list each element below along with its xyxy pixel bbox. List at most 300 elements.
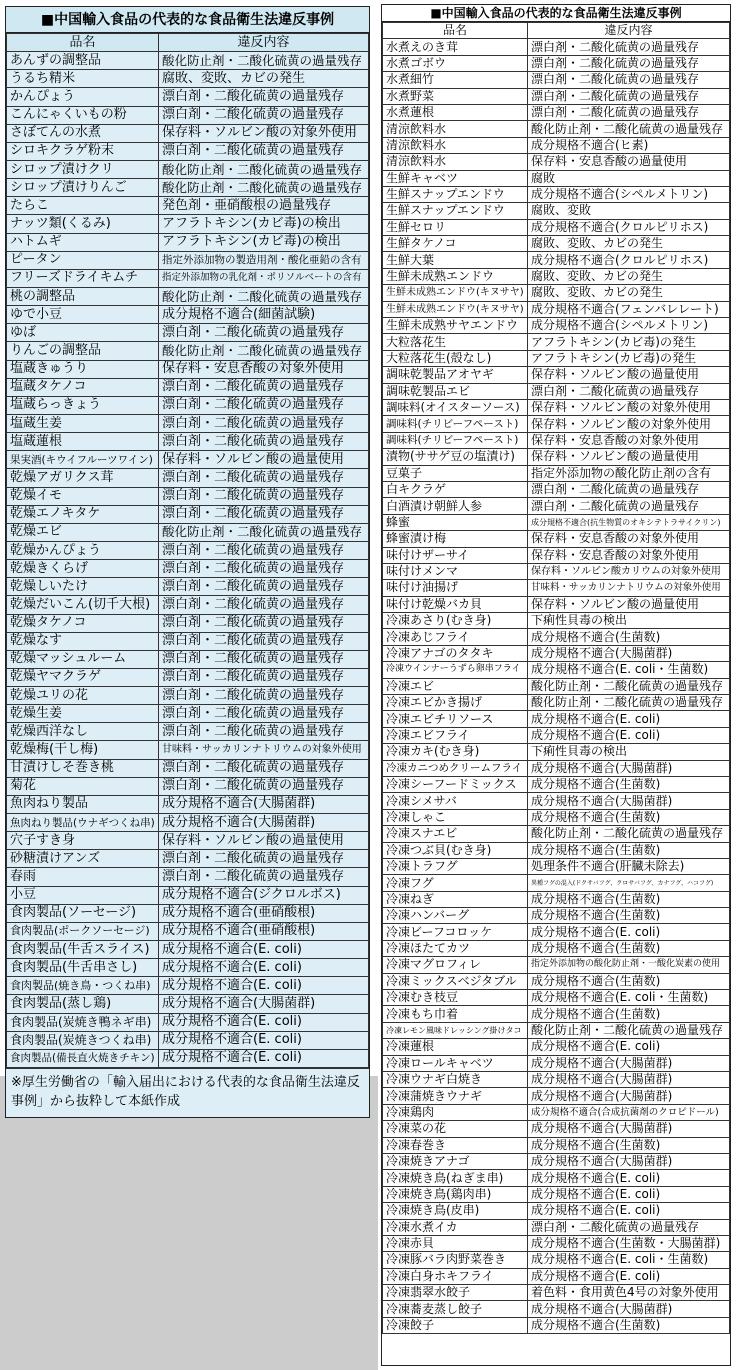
violation-cell: 保存料・ソルビン酸の対象外使用 <box>159 124 369 142</box>
violation-cell: 腐敗、変敗 <box>528 203 730 219</box>
violation-cell: 成分規格不適合(クロルピリホス) <box>528 219 730 235</box>
table-row <box>7 1031 369 1049</box>
table-row <box>7 741 369 759</box>
product-name-cell: うるち精米 <box>7 70 159 88</box>
product-name-cell: あんずの調整品 <box>7 52 159 70</box>
product-name-cell: 冷凍赤貝 <box>383 1235 528 1251</box>
product-name-cell: 冷凍白身ホキフライ <box>383 1268 528 1284</box>
product-name-cell: フリーズドライキムチ <box>7 269 159 287</box>
violation-cell: 指定外添加物の乳化剤・ポリソルベートの含有 <box>159 269 369 287</box>
violation-cell: 成分規格不適合(シペルメトリン) <box>528 318 730 334</box>
product-name-cell: 春雨 <box>7 868 159 886</box>
product-name-cell: 魚肉ねり製品 <box>7 795 159 813</box>
product-name-cell: 冷凍スナエビ <box>383 826 528 842</box>
product-name-cell: 冷凍つぶ貝(むき身) <box>383 842 528 858</box>
product-name-cell: 冷凍蓮根 <box>383 1039 528 1055</box>
product-name-cell: 水煮野菜 <box>383 88 528 104</box>
product-name-cell: 生鮮未成熟サヤエンドウ <box>383 318 528 334</box>
table-row <box>383 334 730 350</box>
violation-cell: 成分規格不適合(生菌数) <box>528 842 730 858</box>
violation-cell: 成分規格不適合(合成抗菌剤のクロピドール) <box>528 1104 730 1120</box>
product-name-cell: 砂糖漬けアンズ <box>7 850 159 868</box>
table-row <box>383 104 730 120</box>
violation-cell: 成分規格不適合(抗生物質のオキシテトラサイクリン) <box>528 514 730 530</box>
table-row <box>7 541 369 559</box>
product-name-cell: 食肉製品(炭焼きつくね串) <box>7 1031 159 1049</box>
violation-cell: 成分規格不適合(細菌試験) <box>159 306 369 324</box>
product-name-cell: 冷凍エビフライ <box>383 727 528 743</box>
table-row <box>383 1006 730 1022</box>
product-name-cell: 冷凍しゃこ <box>383 809 528 825</box>
violation-cell: 成分規格不適合(クロルピリホス) <box>528 252 730 268</box>
product-name-cell: シロップ漬けりんご <box>7 179 159 197</box>
violation-cell: 成分規格不適合(大腸菌群) <box>528 1088 730 1104</box>
violation-cell: 成分規格不適合(E. coli・生菌数) <box>528 1252 730 1268</box>
violation-cell: 漂白剤・二酸化硫黄の過量残存 <box>159 777 369 795</box>
table-row <box>383 1022 730 1038</box>
product-name-cell: ピータン <box>7 251 159 269</box>
table-row <box>383 1203 730 1219</box>
table-row <box>7 433 369 451</box>
product-name-cell: 味付け油揚げ <box>383 580 528 596</box>
violation-cell: 保存料・安息香酸の過量使用 <box>528 154 730 170</box>
violation-cell: 漂白剤・二酸化硫黄の過量残存 <box>528 1219 730 1235</box>
violation-cell: 漂白剤・二酸化硫黄の過量残存 <box>159 560 369 578</box>
product-name-cell: 白酒漬け朝鮮人参 <box>383 498 528 514</box>
table-row <box>383 498 730 514</box>
violation-cell: 成分規格不適合(大腸菌群) <box>528 793 730 809</box>
violation-cell: 成分規格不適合(ヒ素) <box>528 137 730 153</box>
product-name-cell: りんごの調整品 <box>7 342 159 360</box>
product-name-cell: 冷凍もち巾着 <box>383 1006 528 1022</box>
table-row <box>383 514 730 530</box>
table-row <box>383 219 730 235</box>
product-name-cell: 冷凍菜の花 <box>383 1121 528 1137</box>
violation-cell: 保存料・ソルビン酸カリウムの対象外使用 <box>528 563 730 579</box>
table-row <box>7 523 369 541</box>
col-header-violation: 違反内容 <box>528 23 730 39</box>
table-row <box>383 629 730 645</box>
product-name-cell: 乾燥エノキタケ <box>7 505 159 523</box>
right-table-panel <box>381 4 731 1366</box>
product-name-cell: 冷凍ミックスベジタブル <box>383 973 528 989</box>
table-row <box>7 687 369 705</box>
product-name-cell: 塩蔵きゅうり <box>7 360 159 378</box>
product-name-cell: 冷凍春巻き <box>383 1137 528 1153</box>
violation-cell: 漂白剤・二酸化硫黄の過量残存 <box>159 668 369 686</box>
table-row <box>383 678 730 694</box>
product-name-cell: 調味料(チリビーフペースト) <box>383 416 528 432</box>
table-row <box>383 170 730 186</box>
product-name-cell: 乾燥イモ <box>7 487 159 505</box>
product-name-cell: 冷凍エビかき揚げ <box>383 695 528 711</box>
violation-cell: 酸化防止剤・二酸化硫黄の過量残存 <box>159 160 369 178</box>
violation-cell: 成分規格不適合(亜硝酸根) <box>159 922 369 940</box>
table-row <box>383 531 730 547</box>
table-row <box>383 203 730 219</box>
product-name-cell: 桃の調整品 <box>7 287 159 305</box>
table-row <box>7 215 369 233</box>
product-name-cell: 生鮮キャベツ <box>383 170 528 186</box>
violation-cell: 成分規格不適合(生菌数) <box>528 908 730 924</box>
product-name-cell: 冷凍むき枝豆 <box>383 990 528 1006</box>
violation-cell: 漂白剤・二酸化硫黄の過量残存 <box>159 868 369 886</box>
violation-cell: 成分規格不適合(大腸菌群) <box>528 1301 730 1317</box>
product-name-cell: 食肉製品(牛舌スライス) <box>7 941 159 959</box>
product-name-cell: 冷凍カニつめクリームフライ <box>383 760 528 776</box>
violation-cell: 漂白剤・二酸化硫黄の過量残存 <box>528 383 730 399</box>
table-row <box>383 154 730 170</box>
table-row <box>383 875 730 891</box>
table-row <box>7 487 369 505</box>
violation-cell: 漂白剤・二酸化硫黄の過量残存 <box>159 723 369 741</box>
product-name-cell: かんぴょう <box>7 88 159 106</box>
violation-cell: 成分規格不適合(E. coli) <box>528 711 730 727</box>
violation-cell: 保存料・安息香酸の対象外使用 <box>528 432 730 448</box>
violation-cell: 酸化防止剤・二酸化硫黄の過量残存 <box>528 826 730 842</box>
table-row <box>383 580 730 596</box>
violation-cell: 漂白剤・二酸化硫黄の過量残存 <box>528 39 730 55</box>
table-row <box>383 695 730 711</box>
product-name-cell: 冷凍豚バラ肉野菜巻き <box>383 1252 528 1268</box>
violation-cell: 成分規格不適合(生菌数) <box>528 809 730 825</box>
violation-cell: 成分規格不適合(大腸菌群) <box>528 1153 730 1169</box>
violation-cell: 成分規格不適合(E. coli) <box>528 1203 730 1219</box>
violation-cell: 成分規格不適合(大腸菌群) <box>159 795 369 813</box>
violation-cell: 保存料・ソルビン酸の過量使用 <box>528 367 730 383</box>
product-name-cell: 乾燥アガリクス茸 <box>7 469 159 487</box>
violation-cell: 指定外添加物の酸化防止剤の含有 <box>528 465 730 481</box>
table-row <box>7 324 369 342</box>
violation-cell: 保存料・ソルビン酸の過量使用 <box>528 449 730 465</box>
product-name-cell: 生鮮セロリ <box>383 219 528 235</box>
table-row <box>383 55 730 71</box>
product-name-cell: さぼてんの水煮 <box>7 124 159 142</box>
table-row <box>7 396 369 414</box>
violation-cell: 成分規格不適合(シペルメトリン) <box>528 186 730 202</box>
product-name-cell: 冷凍ほたてカツ <box>383 940 528 956</box>
violation-cell: 成分規格不適合(生菌数・大腸菌群) <box>528 1235 730 1251</box>
table-row <box>7 505 369 523</box>
table-row <box>383 809 730 825</box>
table-row <box>383 1219 730 1235</box>
violation-cell: 漂白剤・二酸化硫黄の過量残存 <box>159 614 369 632</box>
violation-cell: 漂白剤・二酸化硫黄の過量残存 <box>159 106 369 124</box>
table-row <box>7 868 369 886</box>
table-row <box>383 1137 730 1153</box>
product-name-cell: 甘漬けしそ巻き桃 <box>7 759 159 777</box>
violation-cell: 成分規格不適合(E. coli・生菌数) <box>528 662 730 678</box>
product-name-cell: 生鮮未成熟エンドウ(キヌサヤ) <box>383 301 528 317</box>
table-row <box>7 596 369 614</box>
violation-cell: 漂白剤・二酸化硫黄の過量残存 <box>528 104 730 120</box>
table-row <box>7 124 369 142</box>
violation-cell: 保存料・安息香酸の対象外使用 <box>528 547 730 563</box>
product-name-cell: 乾燥きくらげ <box>7 560 159 578</box>
violation-cell: 漂白剤・二酸化硫黄の過量残存 <box>159 487 369 505</box>
violation-cell: 成分規格不適合(E. coli) <box>159 977 369 995</box>
product-name-cell: ナッツ類(くるみ) <box>7 215 159 233</box>
violation-cell: 酸化防止剤・二酸化硫黄の過量残存 <box>528 678 730 694</box>
product-name-cell: 冷凍ウナギ白焼き <box>383 1072 528 1088</box>
product-name-cell: 水煮蓮根 <box>383 104 528 120</box>
product-name-cell: 清涼飲料水 <box>383 137 528 153</box>
product-name-cell: ゆば <box>7 324 159 342</box>
violation-cell: 漂白剤・二酸化硫黄の過量残存 <box>528 88 730 104</box>
table-row <box>383 1039 730 1055</box>
violation-cell: 酸化防止剤・二酸化硫黄の過量残存 <box>159 287 369 305</box>
violation-cell: 酸化防止剤・二酸化硫黄の過量残存 <box>159 523 369 541</box>
table-row <box>7 287 369 305</box>
table-row <box>383 990 730 1006</box>
violation-cell: 漂白剤・二酸化硫黄の過量残存 <box>159 378 369 396</box>
product-name-cell: 冷凍蕎麦蒸し餃子 <box>383 1301 528 1317</box>
violation-cell: 成分規格不適合(生菌数) <box>528 973 730 989</box>
table-row <box>7 197 369 215</box>
violation-cell: 成分規格不適合(E. coli) <box>528 1170 730 1186</box>
violation-cell: 成分規格不適合(大腸菌群) <box>528 760 730 776</box>
violation-cell: 漂白剤・二酸化硫黄の過量残存 <box>159 396 369 414</box>
table-row <box>7 179 369 197</box>
violation-cell: 成分規格不適合(大腸菌群) <box>159 814 369 832</box>
product-name-cell: 塩蔵タケノコ <box>7 378 159 396</box>
violation-cell: 酸化防止剤・二酸化硫黄の過量残存 <box>528 121 730 137</box>
table-row <box>7 886 369 904</box>
product-name-cell: 味付けザーサイ <box>383 547 528 563</box>
product-name-cell: 冷凍シーフードミックス <box>383 776 528 792</box>
table-row <box>7 1049 369 1067</box>
table-row <box>383 1121 730 1137</box>
violation-cell: 漂白剤・二酸化硫黄の過量残存 <box>159 705 369 723</box>
table-row <box>383 596 730 612</box>
violation-cell: 成分規格不適合(E. coli) <box>528 727 730 743</box>
table-row <box>7 52 369 70</box>
product-name-cell: 食肉製品(焼き鳥・つくね串) <box>7 977 159 995</box>
violation-cell: アフラトキシン(カビ毒)の検出 <box>159 215 369 233</box>
product-name-cell: 味付けメンマ <box>383 563 528 579</box>
violation-cell: 漂白剤・二酸化硫黄の過量残存 <box>159 324 369 342</box>
table-row <box>383 1252 730 1268</box>
table-row <box>383 793 730 809</box>
table-row <box>7 306 369 324</box>
table-row <box>383 432 730 448</box>
table-row <box>383 645 730 661</box>
violation-cell: 漂白剤・二酸化硫黄の過量残存 <box>159 596 369 614</box>
table-row <box>7 360 369 378</box>
table-row <box>7 578 369 596</box>
product-name-cell: 冷凍アナゴのタタキ <box>383 645 528 661</box>
table-row <box>383 563 730 579</box>
product-name-cell: 調味乾製品エビ <box>383 383 528 399</box>
violation-cell: 成分規格不適合(生菌数) <box>528 1006 730 1022</box>
product-name-cell: 生鮮未成熟エンドウ(キヌサヤ) <box>383 285 528 301</box>
table-row <box>383 465 730 481</box>
table-row <box>7 723 369 741</box>
product-name-cell: 蜂蜜漬け梅 <box>383 531 528 547</box>
table-row <box>383 1317 730 1333</box>
table-row <box>383 760 730 776</box>
violation-cell: 成分規格不適合(フェンバレレート) <box>528 301 730 317</box>
product-name-cell: 冷凍ビーフコロッケ <box>383 924 528 940</box>
table-row <box>383 350 730 366</box>
table-row <box>7 650 369 668</box>
table-row <box>383 416 730 432</box>
product-name-cell: 冷凍あさり(むき身) <box>383 613 528 629</box>
violation-cell: 漂白剤・二酸化硫黄の過量残存 <box>159 541 369 559</box>
violation-cell: 漂白剤・二酸化硫黄の過量残存 <box>159 687 369 705</box>
product-name-cell: 乾燥西洋なし <box>7 723 159 741</box>
table-row <box>7 814 369 832</box>
table-row <box>383 1055 730 1071</box>
table-row <box>7 977 369 995</box>
violation-cell: 成分規格不適合(生菌数) <box>528 1137 730 1153</box>
product-name-cell: 乾燥だいこん(切千大根) <box>7 596 159 614</box>
product-name-cell: 調味乾製品アオヤギ <box>383 367 528 383</box>
table-row <box>7 160 369 178</box>
product-name-cell: 食肉製品(牛舌串さし) <box>7 959 159 977</box>
table-row <box>7 795 369 813</box>
violation-cell: 成分規格不適合(E. coli) <box>528 924 730 940</box>
table-row <box>7 705 369 723</box>
table-row <box>383 1088 730 1104</box>
table-row <box>383 973 730 989</box>
col-header-product: 品名 <box>7 34 159 52</box>
table-row <box>7 922 369 940</box>
product-name-cell: 乾燥生姜 <box>7 705 159 723</box>
product-name-cell: 乾燥エビ <box>7 523 159 541</box>
table-row <box>7 995 369 1013</box>
violation-cell: 異種フグの混入(ドクサバフグ、クロサバフグ、カナフグ、ハコフグ) <box>528 875 730 891</box>
violation-cell: 指定外添加物の製造用剤・酸化亜鉛の含有 <box>159 251 369 269</box>
col-header-violation: 違反内容 <box>159 34 369 52</box>
product-name-cell: 冷凍レモン風味ドレッシング掛けタコ <box>383 1022 528 1038</box>
product-name-cell: 豆菓子 <box>383 465 528 481</box>
table-row <box>7 959 369 977</box>
table-row <box>383 301 730 317</box>
violation-cell: 漂白剤・二酸化硫黄の過量残存 <box>159 632 369 650</box>
violation-cell: 成分規格不適合(E. coli) <box>528 1268 730 1284</box>
violation-cell: 成分規格不適合(E. coli) <box>159 941 369 959</box>
right-header-row <box>383 23 730 39</box>
violation-cell: アフラトキシン(カビ毒)の発生 <box>528 334 730 350</box>
product-name-cell: 冷凍鶏肉 <box>383 1104 528 1120</box>
table-row <box>383 1072 730 1088</box>
violation-cell: 甘味料・サッカリンナトリウムの対象外使用 <box>159 741 369 759</box>
violation-cell: 酸化防止剤・二酸化硫黄の過量残存 <box>528 695 730 711</box>
product-name-cell: 冷凍トラフグ <box>383 858 528 874</box>
table-row <box>383 1235 730 1251</box>
table-row <box>383 826 730 842</box>
product-name-cell: こんにゃくいもの粉 <box>7 106 159 124</box>
table-row <box>383 908 730 924</box>
product-name-cell: 乾燥なす <box>7 632 159 650</box>
violation-cell: 漂白剤・二酸化硫黄の過量残存 <box>528 55 730 71</box>
product-name-cell: 生鮮未成熟エンドウ <box>383 268 528 284</box>
product-name-cell: 冷凍焼き鳥(ねぎま串) <box>383 1170 528 1186</box>
product-name-cell: 冷凍ねぎ <box>383 891 528 907</box>
violation-cell: 下痢性貝毒の検出 <box>528 613 730 629</box>
product-name-cell: 水煮細竹 <box>383 72 528 88</box>
product-name-cell: 冷凍ウインナーうずら卵串フライ <box>383 662 528 678</box>
product-name-cell: 乾燥マッシュルーム <box>7 650 159 668</box>
violation-cell: 甘味料・サッカリンナトリウムの対象外使用 <box>528 580 730 596</box>
product-name-cell: 冷凍エビ <box>383 678 528 694</box>
violation-cell: 漂白剤・二酸化硫黄の過量残存 <box>159 142 369 160</box>
violation-cell: 保存料・安息香酸の対象外使用 <box>528 531 730 547</box>
table-row <box>7 378 369 396</box>
violation-cell: 漂白剤・二酸化硫黄の過量残存 <box>159 759 369 777</box>
table-row <box>383 547 730 563</box>
violation-cell: 成分規格不適合(大腸菌群) <box>159 995 369 1013</box>
table-row <box>7 251 369 269</box>
product-name-cell: 水煮ゴボウ <box>383 55 528 71</box>
violation-cell: 成分規格不適合(大腸菌群) <box>528 645 730 661</box>
violation-cell: 漂白剤・二酸化硫黄の過量残存 <box>159 505 369 523</box>
product-name-cell: 蜂蜜 <box>383 514 528 530</box>
violation-cell: 腐敗、変敗、カビの発生 <box>528 236 730 252</box>
table-row <box>383 1153 730 1169</box>
table-row <box>383 1186 730 1202</box>
violation-cell: 酸化防止剤・二酸化硫黄の過量残存 <box>159 342 369 360</box>
product-name-cell: シロキクラゲ粉末 <box>7 142 159 160</box>
violation-cell: 酸化防止剤・二酸化硫黄の過量残存 <box>528 1022 730 1038</box>
product-name-cell: 味付け乾燥バカ貝 <box>383 596 528 612</box>
violation-cell: 腐敗、変敗、カビの発生 <box>528 285 730 301</box>
product-name-cell: 冷凍焼き鳥(皮串) <box>383 1203 528 1219</box>
table-row <box>383 39 730 55</box>
table-row <box>7 759 369 777</box>
product-name-cell: 食肉製品(蒸し鶏) <box>7 995 159 1013</box>
violation-cell: 漂白剤・二酸化硫黄の過量残存 <box>159 88 369 106</box>
table-row <box>383 727 730 743</box>
product-name-cell: 清涼飲料水 <box>383 121 528 137</box>
product-name-cell: 乾燥ヤマクラゲ <box>7 668 159 686</box>
table-row <box>383 268 730 284</box>
product-name-cell: ゆで小豆 <box>7 306 159 324</box>
table-row <box>383 367 730 383</box>
table-row <box>383 88 730 104</box>
table-row <box>383 613 730 629</box>
product-name-cell: 小豆 <box>7 886 159 904</box>
table-row <box>383 236 730 252</box>
left-header-row <box>7 34 369 52</box>
right-violation-table <box>382 22 730 1334</box>
violation-cell: 成分規格不適合(亜硝酸根) <box>159 904 369 922</box>
table-row <box>7 106 369 124</box>
product-name-cell: 乾燥タケノコ <box>7 614 159 632</box>
violation-cell: 保存料・安息香酸の対象外使用 <box>159 360 369 378</box>
product-name-cell: 調味料(オイスターソース) <box>383 399 528 415</box>
product-name-cell: 調味料(チリビーフペースト) <box>383 432 528 448</box>
violation-cell: 発色剤・亜硝酸根の過量残存 <box>159 197 369 215</box>
table-row <box>7 560 369 578</box>
col-header-product: 品名 <box>383 23 528 39</box>
product-name-cell: 乾燥かんぴょう <box>7 541 159 559</box>
source-note: ※厚生労働省の「輸入届出における代表的な食品衛生法違反事例」から抜粋して本紙作成 <box>6 1068 369 1117</box>
violation-cell: 腐敗、変敗、カビの発生 <box>159 70 369 88</box>
violation-cell: 漂白剤・二酸化硫黄の過量残存 <box>159 578 369 596</box>
table-row <box>383 711 730 727</box>
violation-cell: 保存料・ソルビン酸の対象外使用 <box>528 416 730 432</box>
table-row <box>383 1301 730 1317</box>
table-row <box>383 776 730 792</box>
product-name-cell: 冷凍水煮イカ <box>383 1219 528 1235</box>
left-violation-table <box>6 33 369 1068</box>
table-row <box>7 342 369 360</box>
violation-cell: 成分規格不適合(E. coli) <box>159 959 369 977</box>
table-row <box>383 1268 730 1284</box>
table-row <box>7 850 369 868</box>
